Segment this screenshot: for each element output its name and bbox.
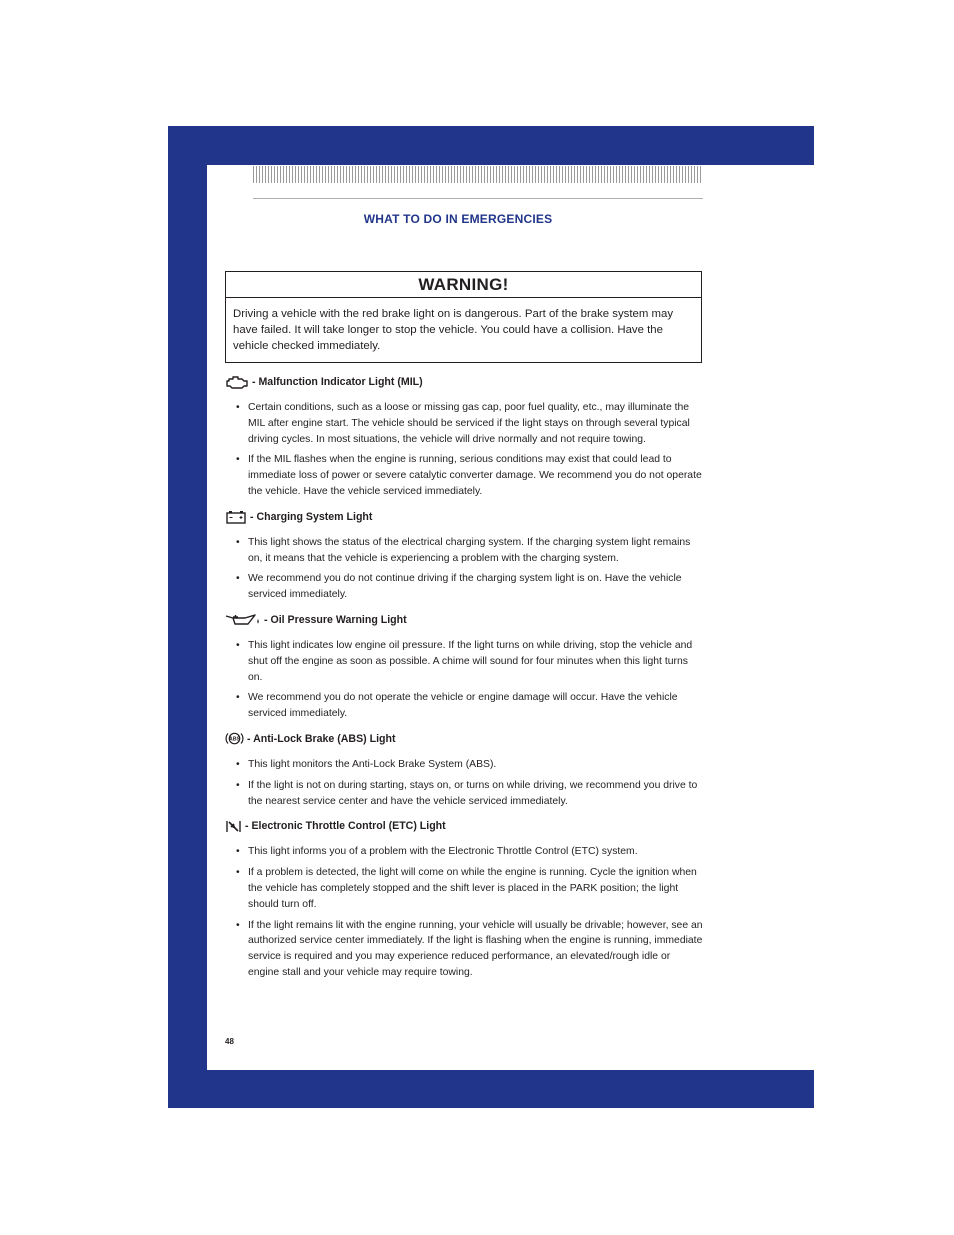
bullet-list bbox=[225, 535, 703, 603]
section-oil-pressure bbox=[225, 611, 703, 722]
bullet-item: • This light indicates low engine oil pressure. If the light turns on while driving, stop the vehicle and shut off the engine as soon as possible. A chime will sound for four minutes when this light turns on. bbox=[225, 638, 703, 685]
section-heading: - Charging System Light bbox=[225, 508, 703, 526]
warning-title: WARNING! bbox=[226, 272, 701, 298]
bullet-item: • If the MIL flashes when the engine is running, serious conditions may exist that could lead to immediate loss of power or severe catalytic converter damage. We recommend you do not operate the vehicle. Have the vehicle serviced immediately. bbox=[225, 452, 703, 499]
section-heading: - Oil Pressure Warning Light bbox=[225, 611, 703, 629]
header-divider bbox=[253, 198, 703, 199]
warning-box bbox=[225, 271, 702, 363]
bullet-item: • Certain conditions, such as a loose or missing gas cap, poor fuel quality, etc., may illuminate the MIL after engine start. The vehicle should be serviced if the light stays on through several typical driving cycles. In most situations, the vehicle will drive normally and not require towing. bbox=[225, 400, 703, 447]
section-abs bbox=[225, 730, 703, 809]
section-charging bbox=[225, 508, 703, 603]
bullet-list bbox=[225, 638, 703, 722]
bullet-list bbox=[225, 844, 703, 980]
warning-body: Driving a vehicle with the red brake light on is dangerous. Part of the brake system may have failed. It will take longer to stop the vehicle. You could have a collision. Have the vehicle checked immediately. bbox=[233, 308, 674, 352]
abs-icon bbox=[225, 731, 244, 746]
section-heading: - Electronic Throttle Control (ETC) Light bbox=[225, 817, 703, 835]
section-title: WHAT TO DO IN EMERGENCIES bbox=[363, 212, 553, 226]
engine-icon bbox=[225, 375, 249, 390]
bullet-item: • We recommend you do not continue driving if the charging system light is on. Have the vehicle serviced immediately. bbox=[225, 571, 703, 603]
section-etc bbox=[225, 817, 703, 980]
decorative-tick-rule bbox=[253, 166, 703, 183]
bullet-list bbox=[225, 757, 703, 809]
section-heading: ABS - Anti-Lock Brake (ABS) Light bbox=[225, 730, 703, 748]
bullet-item: • This light monitors the Anti-Lock Brake System (ABS). bbox=[225, 757, 703, 773]
section-heading: - Malfunction Indicator Light (MIL) bbox=[225, 373, 703, 391]
bullet-item: • If the light is not on during starting, stays on, or turns on while driving, we recommend you drive to the nearest service center and have the vehicle serviced immediately. bbox=[225, 778, 703, 810]
bullet-item: • This light informs you of a problem with the Electronic Throttle Control (ETC) system. bbox=[225, 844, 703, 860]
bullet-item: • We recommend you do not operate the vehicle or engine damage will occur. Have the vehicle serviced immediately. bbox=[225, 690, 703, 722]
indicator-sections bbox=[225, 373, 703, 989]
bullet-list bbox=[225, 400, 703, 500]
battery-icon bbox=[225, 510, 247, 524]
bullet-item: • This light shows the status of the electrical charging system. If the charging system light remains on, it means that the vehicle is experiencing a problem with the charging system. bbox=[225, 535, 703, 567]
section-mil bbox=[225, 373, 703, 500]
bullet-item: • If the light remains lit with the engine running, your vehicle will usually be drivable; however, see an authorized service center immediately. If the light is flashing when the engine is running, immediate service is required and you may experience reduced performance, an elevated/rough idle or engine stall and your vehicle may require towing. bbox=[225, 918, 703, 981]
throttle-icon bbox=[225, 819, 242, 834]
svg-text:ABS: ABS bbox=[229, 736, 240, 743]
bullet-item: • If a problem is detected, the light will come on while the engine is running. Cycle the ignition when the vehicle has completely stopped and the shift lever is placed in the PARK position; the light should turn off. bbox=[225, 865, 703, 912]
page-number: 48 bbox=[225, 1037, 234, 1046]
oil-can-icon bbox=[225, 613, 261, 627]
